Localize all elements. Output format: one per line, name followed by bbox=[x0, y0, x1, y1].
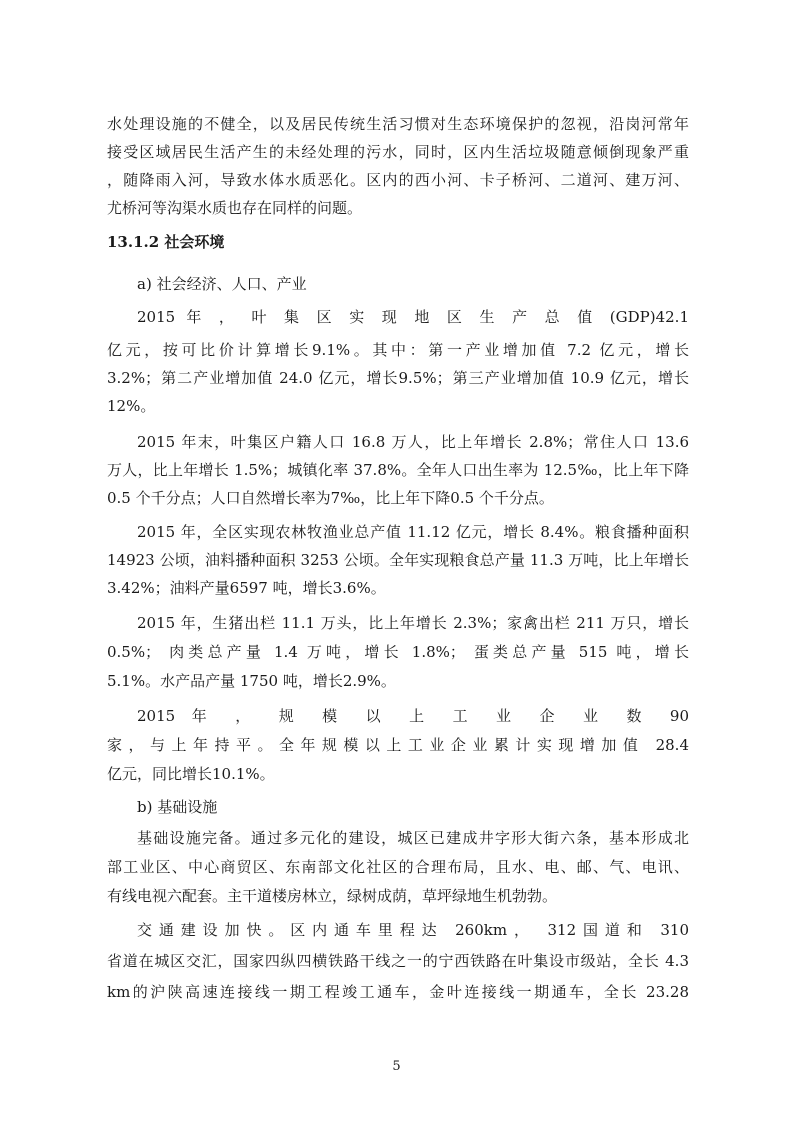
paragraph-line: 5.1%。水产品产量 1750 吨，增长2.9%。 bbox=[107, 672, 396, 690]
paragraph-line: 省道在城区交汇，国家四纵四横铁路干线之一的宁西铁路在叶集设市级站，全长 4.3 bbox=[107, 952, 689, 970]
paragraph-line: 接受区域居民生活产生的未经处理的污水，同时，区内生活垃圾随意倾倒现象严重 bbox=[107, 143, 689, 161]
subheading: a) 社会经济、人口、产业 bbox=[137, 275, 307, 293]
paragraph-line: 0.5 个千分点；人口自然增长率为7‰，比上年下降0.5 个千分点。 bbox=[107, 489, 554, 507]
paragraph-line: 部工业区、中心商贸区、东南部文化社区的合理布局，且水、电、邮、气、电讯、 bbox=[107, 858, 689, 876]
paragraph-line: 2015 年，生猪出栏 11.1 万头，比上年增长 2.3%；家禽出栏 211 万只，增长 bbox=[137, 614, 689, 632]
subheading: b) 基础设施 bbox=[137, 798, 218, 816]
paragraph-line: km的沪陕高速连接线一期工程竣工通车，金叶连接线一期通车，全长 23.28 bbox=[107, 983, 689, 1001]
paragraph-line: 有线电视六配套。主干道楼房林立，绿树成荫，草坪绿地生机勃勃。 bbox=[107, 887, 558, 905]
paragraph-line: 水处理设施的不健全，以及居民传统生活习惯对生态环境保护的忽视，沿岗河常年 bbox=[107, 115, 689, 133]
page-number: 5 bbox=[392, 1059, 401, 1074]
paragraph-line: 3.2%；第二产业增加值 24.0 亿元，增长9.5%；第三产业增加值 10.9 亿元，增长 bbox=[107, 369, 689, 387]
paragraph-line: 2015 年 ， 叶 集 区 实 现 地 区 生 产 总 值 (GDP)42.1 bbox=[137, 308, 689, 326]
paragraph-line: 万人，比上年增长 1.5%；城镇化率 37.8%。全年人口出生率为 12.5‰，比上年下降 bbox=[107, 461, 689, 479]
paragraph-line: 基础设施完备。通过多元化的建设，城区已建成井字形大街六条，基本形成北 bbox=[137, 829, 689, 847]
paragraph-line: 3.42%；油料产量6597 吨，增长3.6%。 bbox=[107, 579, 386, 597]
paragraph-line: 12%。 bbox=[107, 397, 156, 415]
paragraph-line: 2015 年 ， 规 模 以 上 工 业 企 业 数 90 bbox=[137, 707, 689, 725]
paragraph-line: 家，与上年持平。全年规模以上工业企业累计实现增加值 28.4 bbox=[107, 736, 689, 754]
paragraph-line: ，随降雨入河，导致水体水质恶化。区内的西小河、卡子桥河、二道河、建万河、 bbox=[107, 171, 689, 189]
paragraph-line: 2015 年，全区实现农林牧渔业总产值 11.12 亿元，增长 8.4%。粮食播种面积 bbox=[137, 523, 689, 541]
paragraph-line: 尤桥河等沟渠水质也存在同样的问题。 bbox=[107, 199, 363, 217]
paragraph-line: 14923 公顷，油料播种面积 3253 公顷。全年实现粮食总产量 11.3 万吨，比上年增长 bbox=[107, 551, 689, 569]
paragraph-line: 亿元，按可比价计算增长9.1%。其中：第一产业增加值 7.2 亿元，增长 bbox=[107, 341, 689, 359]
paragraph-line: 交通建设加快。区内通车里程达 260km， 312国道和 310 bbox=[137, 921, 689, 939]
paragraph-line: 亿元，同比增长10.1%。 bbox=[107, 765, 275, 783]
paragraph-line: 0.5%； 肉类总产量 1.4 万吨，增长 1.8%； 蛋类总产量 515 吨，增长 bbox=[107, 643, 689, 661]
section-heading: 13.1.2 社会环境 bbox=[107, 233, 225, 251]
paragraph-line: 2015 年末，叶集区户籍人口 16.8 万人，比上年增长 2.8%；常住人口 13.6 bbox=[137, 433, 689, 451]
